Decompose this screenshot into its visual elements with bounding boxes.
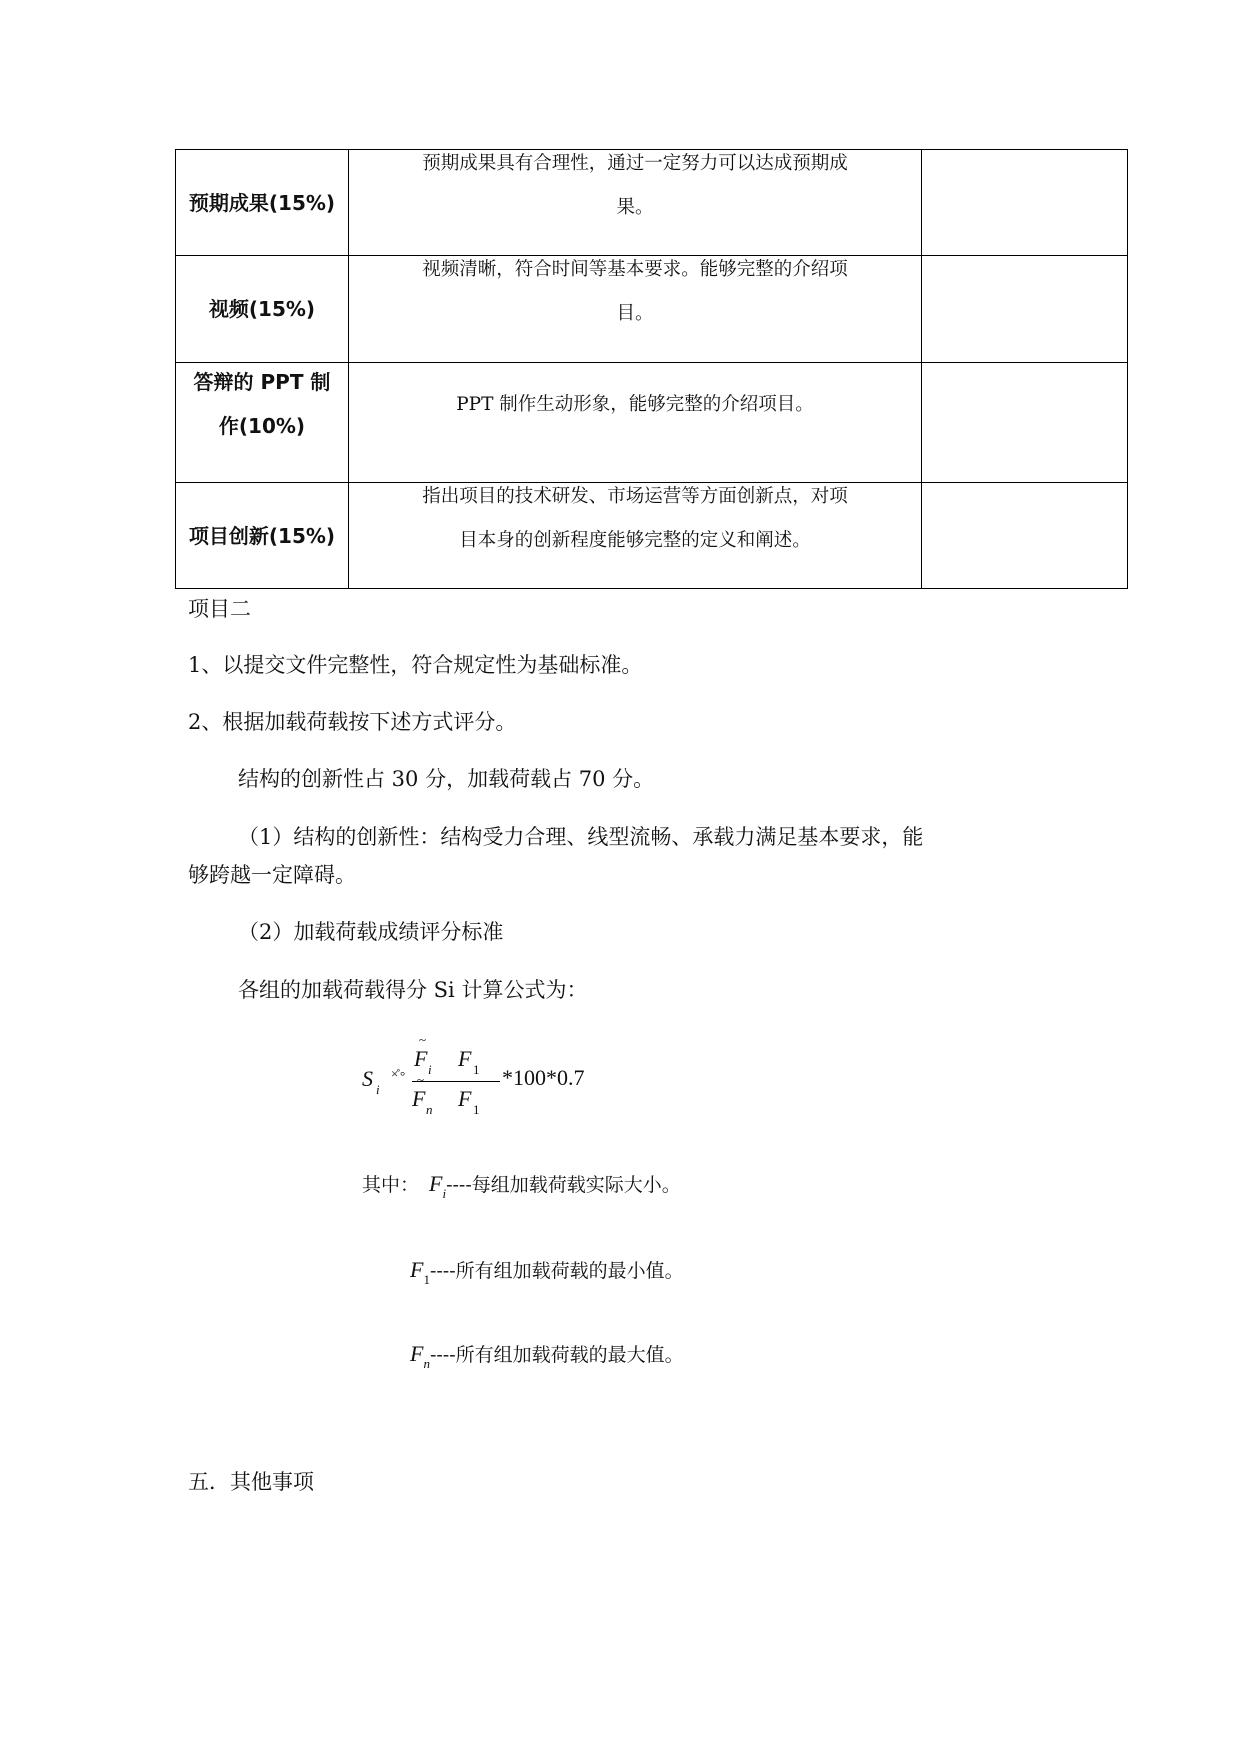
criterion-cell — [176, 256, 349, 363]
numerator-f1-sub: 1 — [473, 1062, 480, 1077]
criteria-item-1: 1、以提交文件完整性，符合规定性为基础标准。 — [188, 653, 643, 677]
numerator-f: F — [414, 1046, 428, 1071]
criterion-label: 作(10%) — [218, 414, 306, 438]
formula-multiplier: *100*0.7 — [502, 1065, 585, 1090]
description-line: 目本身的创新程度能够完整的定义和阐述。 — [459, 530, 811, 551]
description-line: 目。 — [616, 303, 654, 324]
formula-intro: 各组的加载荷载得分 Si 计算公式为： — [238, 978, 588, 1002]
score-cell — [922, 363, 1128, 483]
score-cell — [922, 483, 1128, 589]
denominator-f: F — [412, 1086, 426, 1111]
denominator-f-sub: n — [426, 1102, 433, 1117]
section-heading-5: 五．其他事项 — [188, 1470, 314, 1494]
table-row — [176, 363, 1128, 483]
criterion-label: 答辩的 PPT 制 — [193, 370, 331, 394]
variable-f: F — [410, 1257, 424, 1282]
criterion-cell — [176, 483, 349, 589]
description-line: PPT 制作生动形象，能够完整的介绍项目。 — [456, 394, 814, 415]
equals-glyph: ° — [400, 1068, 406, 1083]
score-cell — [922, 150, 1128, 256]
sub-criterion-1-line2: 够跨越一定障碍。 — [188, 863, 356, 887]
criterion-label: 项目创新(15%) — [188, 523, 336, 548]
table-row — [176, 483, 1128, 589]
variable-sub: 1 — [423, 1272, 430, 1287]
variable-sub: i — [442, 1186, 447, 1201]
fraction-bar — [412, 1081, 500, 1082]
description-line: 视频清晰，符合时间等基本要求。能够完整的介绍项 — [422, 259, 848, 280]
formula-lhs: S — [362, 1066, 373, 1091]
equals-glyph: ×̊ — [391, 1066, 399, 1081]
description-cell — [349, 483, 922, 589]
description-cell — [349, 150, 922, 256]
definition-f1 — [410, 1256, 684, 1287]
definition-text: ----所有组加载荷载的最大值。 — [429, 1344, 684, 1366]
score-cell — [922, 256, 1128, 363]
denominator-f1-sub: 1 — [473, 1102, 480, 1117]
definition-text: ----所有组加载荷载的最小值。 — [429, 1260, 684, 1282]
tilde-mark: ~ — [419, 1032, 427, 1047]
description-cell — [349, 363, 922, 483]
tilde-mark: ~ — [417, 1072, 425, 1087]
description-line: 指出项目的技术研发、市场运营等方面创新点，对项 — [422, 486, 848, 507]
project-heading: 项目二 — [188, 597, 251, 621]
score-formula — [362, 1032, 622, 1117]
denominator-f1: F — [458, 1086, 472, 1111]
numerator-f1: F — [458, 1046, 472, 1071]
table-row — [176, 150, 1128, 256]
weights-paragraph: 结构的创新性占 30 分，加载荷载占 70 分。 — [238, 767, 655, 791]
criterion-label: 视频(15%) — [208, 297, 316, 321]
definition-text: ----每组加载荷载实际大小。 — [446, 1174, 681, 1196]
variable-f: F — [410, 1341, 424, 1366]
scoring-table — [175, 149, 1128, 589]
sub-criterion-2: （2）加载荷载成绩评分标准 — [238, 920, 504, 944]
description-cell — [349, 256, 922, 363]
table-row — [176, 256, 1128, 363]
variable-f: F — [429, 1171, 443, 1196]
definition-prefix: 其中： — [362, 1174, 420, 1196]
criteria-item-2: 2、根据加载荷载按下述方式评分。 — [188, 710, 517, 734]
formula-lhs-sub: i — [376, 1082, 380, 1097]
description-line: 果。 — [616, 197, 654, 218]
numerator-f-sub: i — [428, 1062, 432, 1077]
definition-fi — [362, 1170, 681, 1201]
definition-fn — [410, 1340, 684, 1371]
sub-criterion-1-line1: （1）结构的创新性：结构受力合理、线型流畅、承载力满足基本要求，能 — [238, 825, 924, 849]
criterion-label: 预期成果(15%) — [188, 190, 336, 215]
criterion-cell — [176, 150, 349, 256]
criterion-cell — [176, 363, 349, 483]
description-line: 预期成果具有合理性，通过一定努力可以达成预期成 — [422, 153, 848, 174]
variable-sub: n — [423, 1356, 430, 1371]
